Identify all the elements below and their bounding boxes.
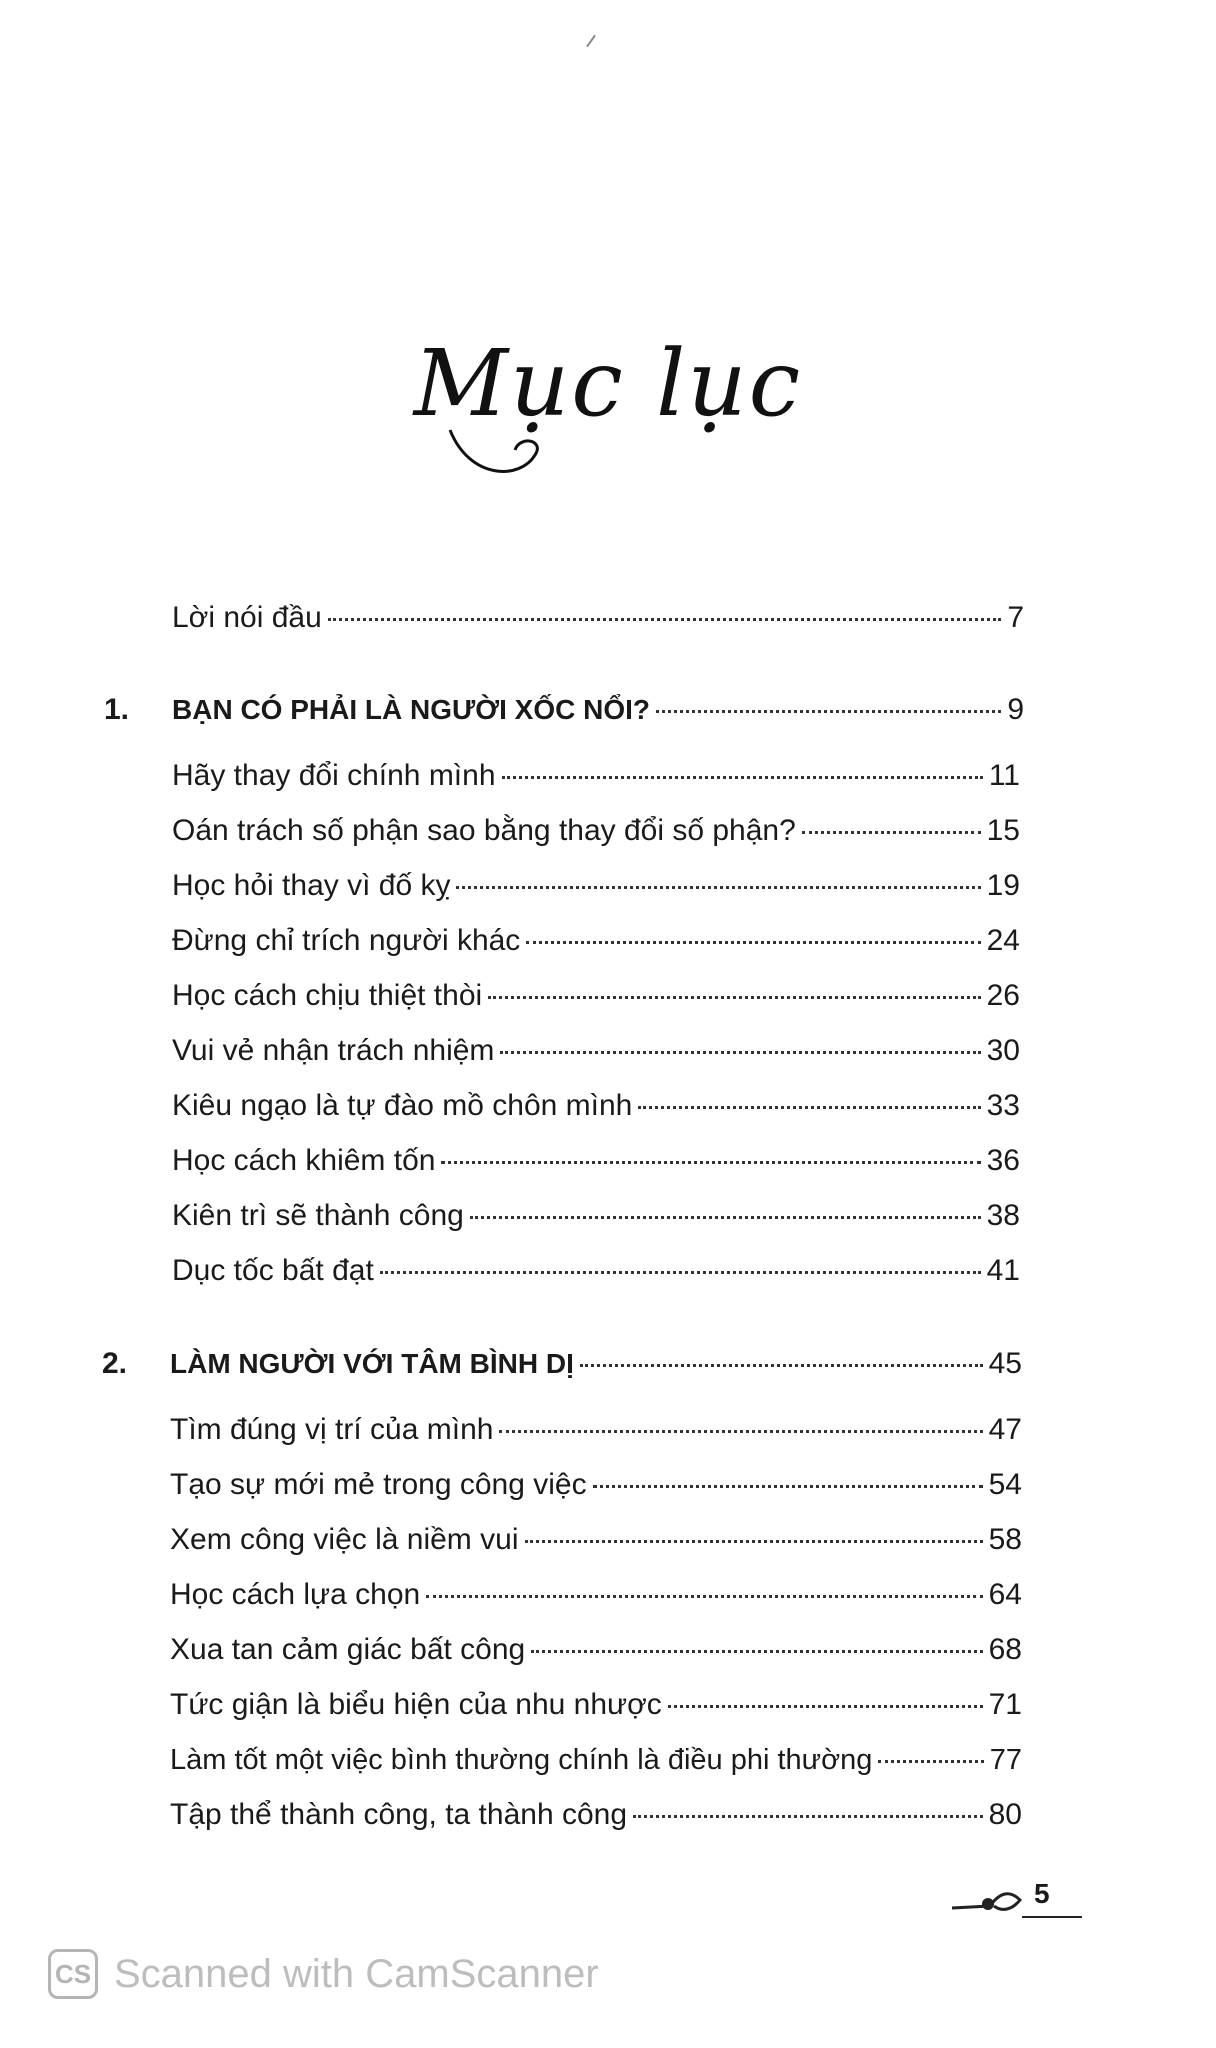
toc-row[interactable]	[172, 756, 1020, 796]
toc-entry-label: Học cách chịu thiệt thòi	[172, 979, 483, 1012]
toc-row[interactable]	[170, 1630, 1022, 1670]
leader-dots	[502, 776, 983, 779]
chapter-title: BẠN CÓ PHẢI LÀ NGƯỜI XỐC NỔI?	[172, 694, 651, 725]
chapter-number: 2.	[102, 1347, 128, 1380]
leader-dots	[633, 1815, 983, 1818]
leader-dots	[593, 1485, 983, 1488]
footer-ornament-icon	[950, 1882, 1040, 1918]
chapter-page: 9	[1007, 693, 1024, 726]
leader-dots	[526, 941, 980, 944]
toc-entry-page: 77	[989, 1744, 1022, 1776]
toc-entry-label: Lời nói đầu	[172, 601, 322, 634]
toc-entry-page: 68	[988, 1633, 1022, 1666]
toc-entry-page: 47	[988, 1413, 1022, 1446]
toc-entry-label: Xua tan cảm giác bất công	[170, 1633, 526, 1666]
toc-entry-label: Vui vẻ nhận trách nhiệm	[172, 1034, 495, 1067]
toc-entry-page: 64	[988, 1578, 1022, 1611]
toc-row[interactable]	[172, 866, 1020, 906]
toc-entry-page: 19	[986, 869, 1020, 902]
toc-row-chapter-1[interactable]	[104, 690, 1024, 730]
toc-row[interactable]	[172, 1086, 1020, 1126]
toc-entry-label: Học cách khiêm tốn	[172, 1144, 436, 1177]
leader-dots	[426, 1595, 982, 1598]
toc-entry-page: 26	[986, 979, 1020, 1012]
toc-entry-label: Đừng chỉ trích người khác	[172, 924, 521, 957]
watermark-text: Scanned with CamScanner	[114, 1951, 599, 1996]
toc-entry-page: 30	[986, 1034, 1020, 1067]
toc-entry-page: 36	[986, 1144, 1020, 1177]
toc-entry-label: Dục tốc bất đạt	[172, 1254, 374, 1287]
toc-entry-label: Học cách lựa chọn	[170, 1578, 421, 1611]
toc-row-chapter-2[interactable]	[102, 1344, 1022, 1384]
toc-entry-page: 80	[988, 1798, 1022, 1831]
toc-row[interactable]	[172, 1141, 1020, 1181]
toc-entry-label: Học hỏi thay vì đố kỵ	[172, 869, 451, 902]
leader-dots	[441, 1161, 980, 1164]
toc-row[interactable]	[172, 1031, 1020, 1071]
leader-dots	[878, 1760, 983, 1763]
toc-row[interactable]	[170, 1465, 1022, 1505]
toc-row[interactable]	[172, 921, 1020, 961]
leader-dots	[668, 1705, 983, 1708]
toc-entry-label: Làm tốt một việc bình thường chính là điều phi thường	[170, 1744, 873, 1776]
toc-row[interactable]	[170, 1795, 1022, 1835]
leader-dots	[802, 831, 981, 834]
toc-row-preface[interactable]	[172, 598, 1024, 638]
toc-row[interactable]	[170, 1575, 1022, 1615]
chapter-number: 1.	[104, 693, 130, 726]
toc-entry-page: 54	[988, 1468, 1022, 1501]
toc-entry-page: 41	[986, 1254, 1020, 1287]
toc-entry-label: Tìm đúng vị trí của mình	[170, 1413, 494, 1446]
toc-row[interactable]	[172, 976, 1020, 1016]
camscanner-logo-icon: CS	[48, 1949, 98, 1999]
leader-dots	[531, 1650, 982, 1653]
toc-row[interactable]	[170, 1740, 1022, 1780]
toc-entry-label: Tập thể thành công, ta thành công	[170, 1798, 628, 1831]
chapter-title: LÀM NGƯỜI VỚI TÂM BÌNH DỊ	[170, 1348, 574, 1379]
leader-dots	[488, 996, 980, 999]
page-number-underline	[1022, 1916, 1082, 1918]
toc-row[interactable]	[170, 1410, 1022, 1450]
page-title: Mục lục	[413, 330, 803, 437]
toc-row[interactable]	[170, 1520, 1022, 1560]
scan-mark	[586, 35, 596, 48]
toc-entry-page: 58	[988, 1523, 1022, 1556]
leader-dots	[638, 1106, 980, 1109]
toc-entry-page: 11	[988, 759, 1020, 792]
leader-dots	[328, 618, 1002, 621]
toc-entry-page: 71	[988, 1688, 1022, 1721]
leader-dots	[656, 710, 1001, 713]
toc-row[interactable]	[170, 1685, 1022, 1725]
leader-dots	[499, 1430, 982, 1433]
leader-dots	[380, 1271, 981, 1274]
camscanner-watermark	[48, 1946, 599, 2002]
leader-dots	[470, 1216, 981, 1219]
leader-dots	[525, 1540, 983, 1543]
toc-row[interactable]	[172, 811, 1020, 851]
toc-entry-label: Kiêu ngạo là tự đào mồ chôn mình	[172, 1089, 633, 1122]
page-number: 5	[1034, 1878, 1050, 1909]
chapter-page: 45	[988, 1347, 1022, 1380]
toc-entry-label: Kiên trì sẽ thành công	[172, 1199, 464, 1232]
toc-entry-label: Tạo sự mới mẻ trong công việc	[170, 1468, 587, 1501]
toc-entry-page: 24	[986, 924, 1020, 957]
toc-entry-page: 38	[986, 1199, 1020, 1232]
toc-entry-page: 33	[986, 1089, 1020, 1122]
toc-entry-label: Hãy thay đổi chính mình	[172, 759, 496, 792]
leader-dots	[500, 1051, 980, 1054]
toc-entry-page: 7	[1007, 601, 1024, 634]
toc-entry-label: Tức giận là biểu hiện của nhu nhược	[170, 1688, 662, 1721]
title-swash-ornament	[440, 420, 580, 480]
toc-entry-label: Oán trách số phận sao bằng thay đổi số phận?	[172, 814, 796, 847]
toc-row[interactable]	[172, 1196, 1020, 1236]
toc-entry-label: Xem công việc là niềm vui	[170, 1523, 519, 1556]
leader-dots	[580, 1364, 983, 1367]
toc-entry-page: 15	[986, 814, 1020, 847]
toc-row[interactable]	[172, 1251, 1020, 1291]
leader-dots	[456, 886, 980, 889]
